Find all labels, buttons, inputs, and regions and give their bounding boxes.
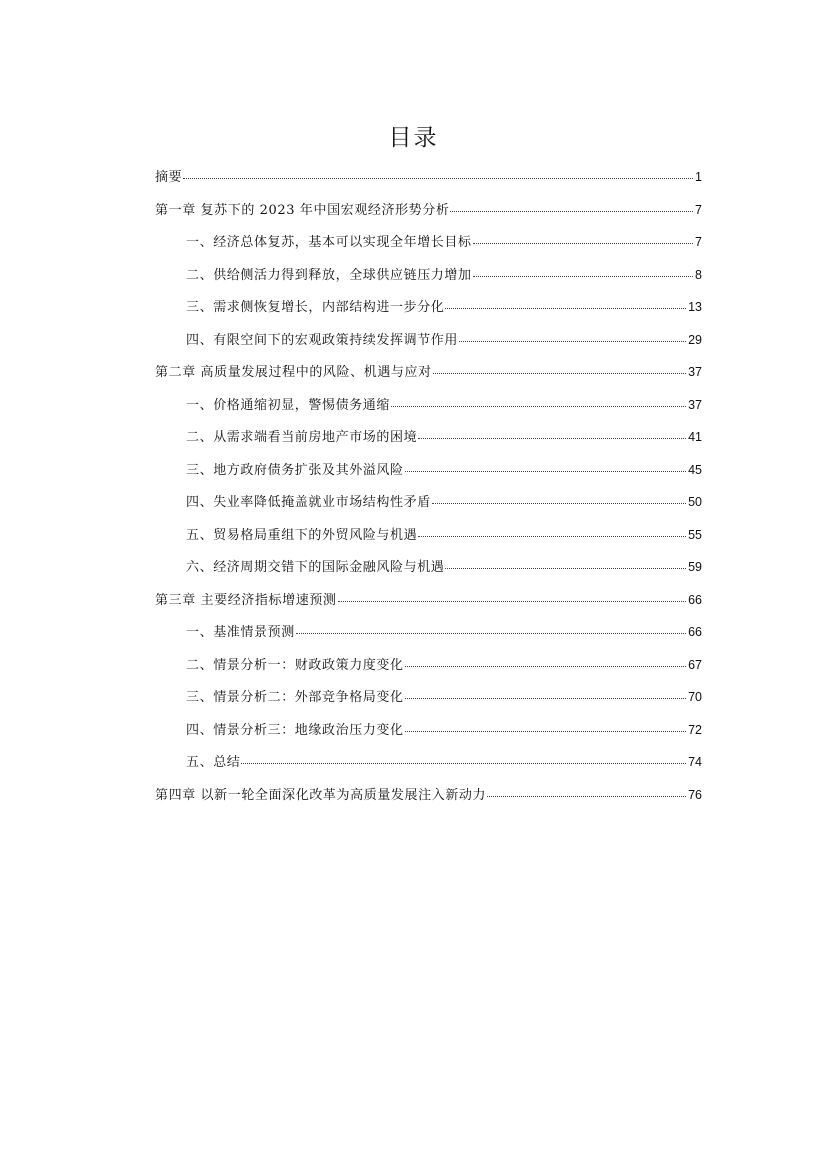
toc-entry-label: 二、从需求端看当前房地产市场的困境	[186, 430, 418, 445]
toc-page-number: 76	[688, 787, 702, 802]
toc-entry-label: 第三章 主要经济指标增速预测	[155, 592, 337, 608]
toc-dot-leader	[405, 471, 686, 472]
toc-dot-leader	[459, 341, 686, 342]
toc-title: 目录	[388, 125, 439, 151]
toc-page-number: 67	[688, 657, 702, 672]
toc-section-entry[interactable]	[155, 620, 702, 653]
toc-section-entry[interactable]	[155, 555, 702, 588]
toc-entry-label: 第四章 以新一轮全面深化改革为高质量发展注入新动力	[155, 787, 487, 803]
toc-section-entry[interactable]	[155, 230, 702, 263]
toc-dot-leader	[445, 568, 686, 569]
toc-page-number: 41	[688, 430, 702, 444]
toc-page-number: 37	[688, 365, 702, 379]
toc-page-number: 72	[688, 722, 702, 737]
toc-dot-leader	[338, 601, 687, 602]
toc-entry-label: 二、供给侧活力得到释放，全球供应链压力增加	[186, 267, 472, 283]
toc-page-number: 50	[688, 495, 702, 509]
toc-entry-label: 二、情景分析一：财政政策力度变化	[186, 657, 404, 673]
toc-section-entry[interactable]	[155, 393, 702, 426]
toc-page-number: 45	[688, 462, 702, 477]
toc-dot-leader	[405, 666, 686, 667]
toc-entry-label: 三、地方政府债务扩张及其外溢风险	[186, 462, 404, 478]
toc-chapter-entry[interactable]	[155, 783, 702, 816]
toc-section-entry[interactable]	[155, 490, 702, 523]
toc-section-entry[interactable]	[155, 523, 702, 556]
toc-page-number: 66	[688, 625, 702, 639]
toc-dot-leader	[405, 698, 686, 699]
toc-section-entry[interactable]	[155, 685, 702, 718]
toc-page-number: 70	[688, 690, 702, 704]
toc-entry-label: 三、情景分析二：外部竞争格局变化	[186, 690, 404, 705]
toc-chapter-entry[interactable]	[155, 165, 702, 198]
toc-dot-leader	[473, 276, 693, 277]
toc-entry-label: 四、失业率降低掩盖就业市场结构性矛盾	[186, 495, 431, 510]
toc-dot-leader	[296, 633, 686, 634]
toc-page-number: 55	[688, 527, 702, 542]
toc-dot-leader	[432, 503, 686, 504]
toc-dot-leader	[473, 243, 693, 244]
toc-section-entry[interactable]	[155, 653, 702, 686]
toc-chapter-entry[interactable]	[155, 360, 702, 393]
toc-entry-label: 一、价格通缩初显，警惕债务通缩	[186, 397, 391, 413]
toc-page-number: 1	[695, 170, 702, 184]
toc-page-number: 74	[688, 755, 702, 769]
toc-entry-label: 一、基准情景预测	[186, 625, 295, 640]
toc-chapter-entry[interactable]	[155, 198, 702, 231]
toc-section-entry[interactable]	[155, 458, 702, 491]
toc-dot-leader	[183, 178, 693, 179]
toc-page-number: 66	[688, 592, 702, 607]
toc-page-number: 29	[688, 332, 702, 347]
toc-entry-label: 三、需求侧恢复增长，内部结构进一步分化	[186, 300, 445, 315]
table-of-contents	[155, 165, 702, 815]
toc-section-entry[interactable]	[155, 425, 702, 458]
toc-page-number: 7	[695, 235, 702, 249]
toc-dot-leader	[487, 796, 686, 797]
toc-section-entry[interactable]	[155, 328, 702, 361]
toc-dot-leader	[391, 406, 686, 407]
toc-entry-label: 摘要	[155, 170, 183, 185]
toc-entry-label: 六、经济周期交错下的国际金融风险与机遇	[186, 560, 445, 575]
toc-dot-leader	[418, 536, 686, 537]
toc-section-entry[interactable]	[155, 750, 702, 783]
toc-entry-label: 第一章 复苏下的 2023 年中国宏观经济形势分析	[155, 202, 450, 218]
toc-page-number: 8	[695, 267, 702, 282]
toc-section-entry[interactable]	[155, 718, 702, 751]
toc-dot-leader	[405, 731, 686, 732]
toc-entry-label: 五、总结	[186, 755, 241, 770]
toc-entry-label: 第二章 高质量发展过程中的风险、机遇与应对	[155, 365, 432, 380]
toc-page-number: 13	[688, 300, 702, 314]
toc-dot-leader	[433, 373, 686, 374]
toc-page-number: 37	[688, 397, 702, 412]
toc-section-entry[interactable]	[155, 295, 702, 328]
toc-page-number: 7	[695, 202, 702, 217]
toc-page-number: 59	[688, 560, 702, 574]
toc-entry-label: 四、情景分析三：地缘政治压力变化	[186, 722, 404, 738]
toc-dot-leader	[445, 308, 686, 309]
toc-section-entry[interactable]	[155, 263, 702, 296]
toc-chapter-entry[interactable]	[155, 588, 702, 621]
toc-dot-leader	[418, 438, 686, 439]
toc-dot-leader	[241, 763, 686, 764]
toc-entry-label: 五、贸易格局重组下的外贸风险与机遇	[186, 527, 418, 543]
toc-entry-label: 四、有限空间下的宏观政策持续发挥调节作用	[186, 332, 459, 348]
toc-dot-leader	[450, 211, 693, 212]
toc-entry-label: 一、经济总体复苏，基本可以实现全年增长目标	[186, 235, 472, 250]
